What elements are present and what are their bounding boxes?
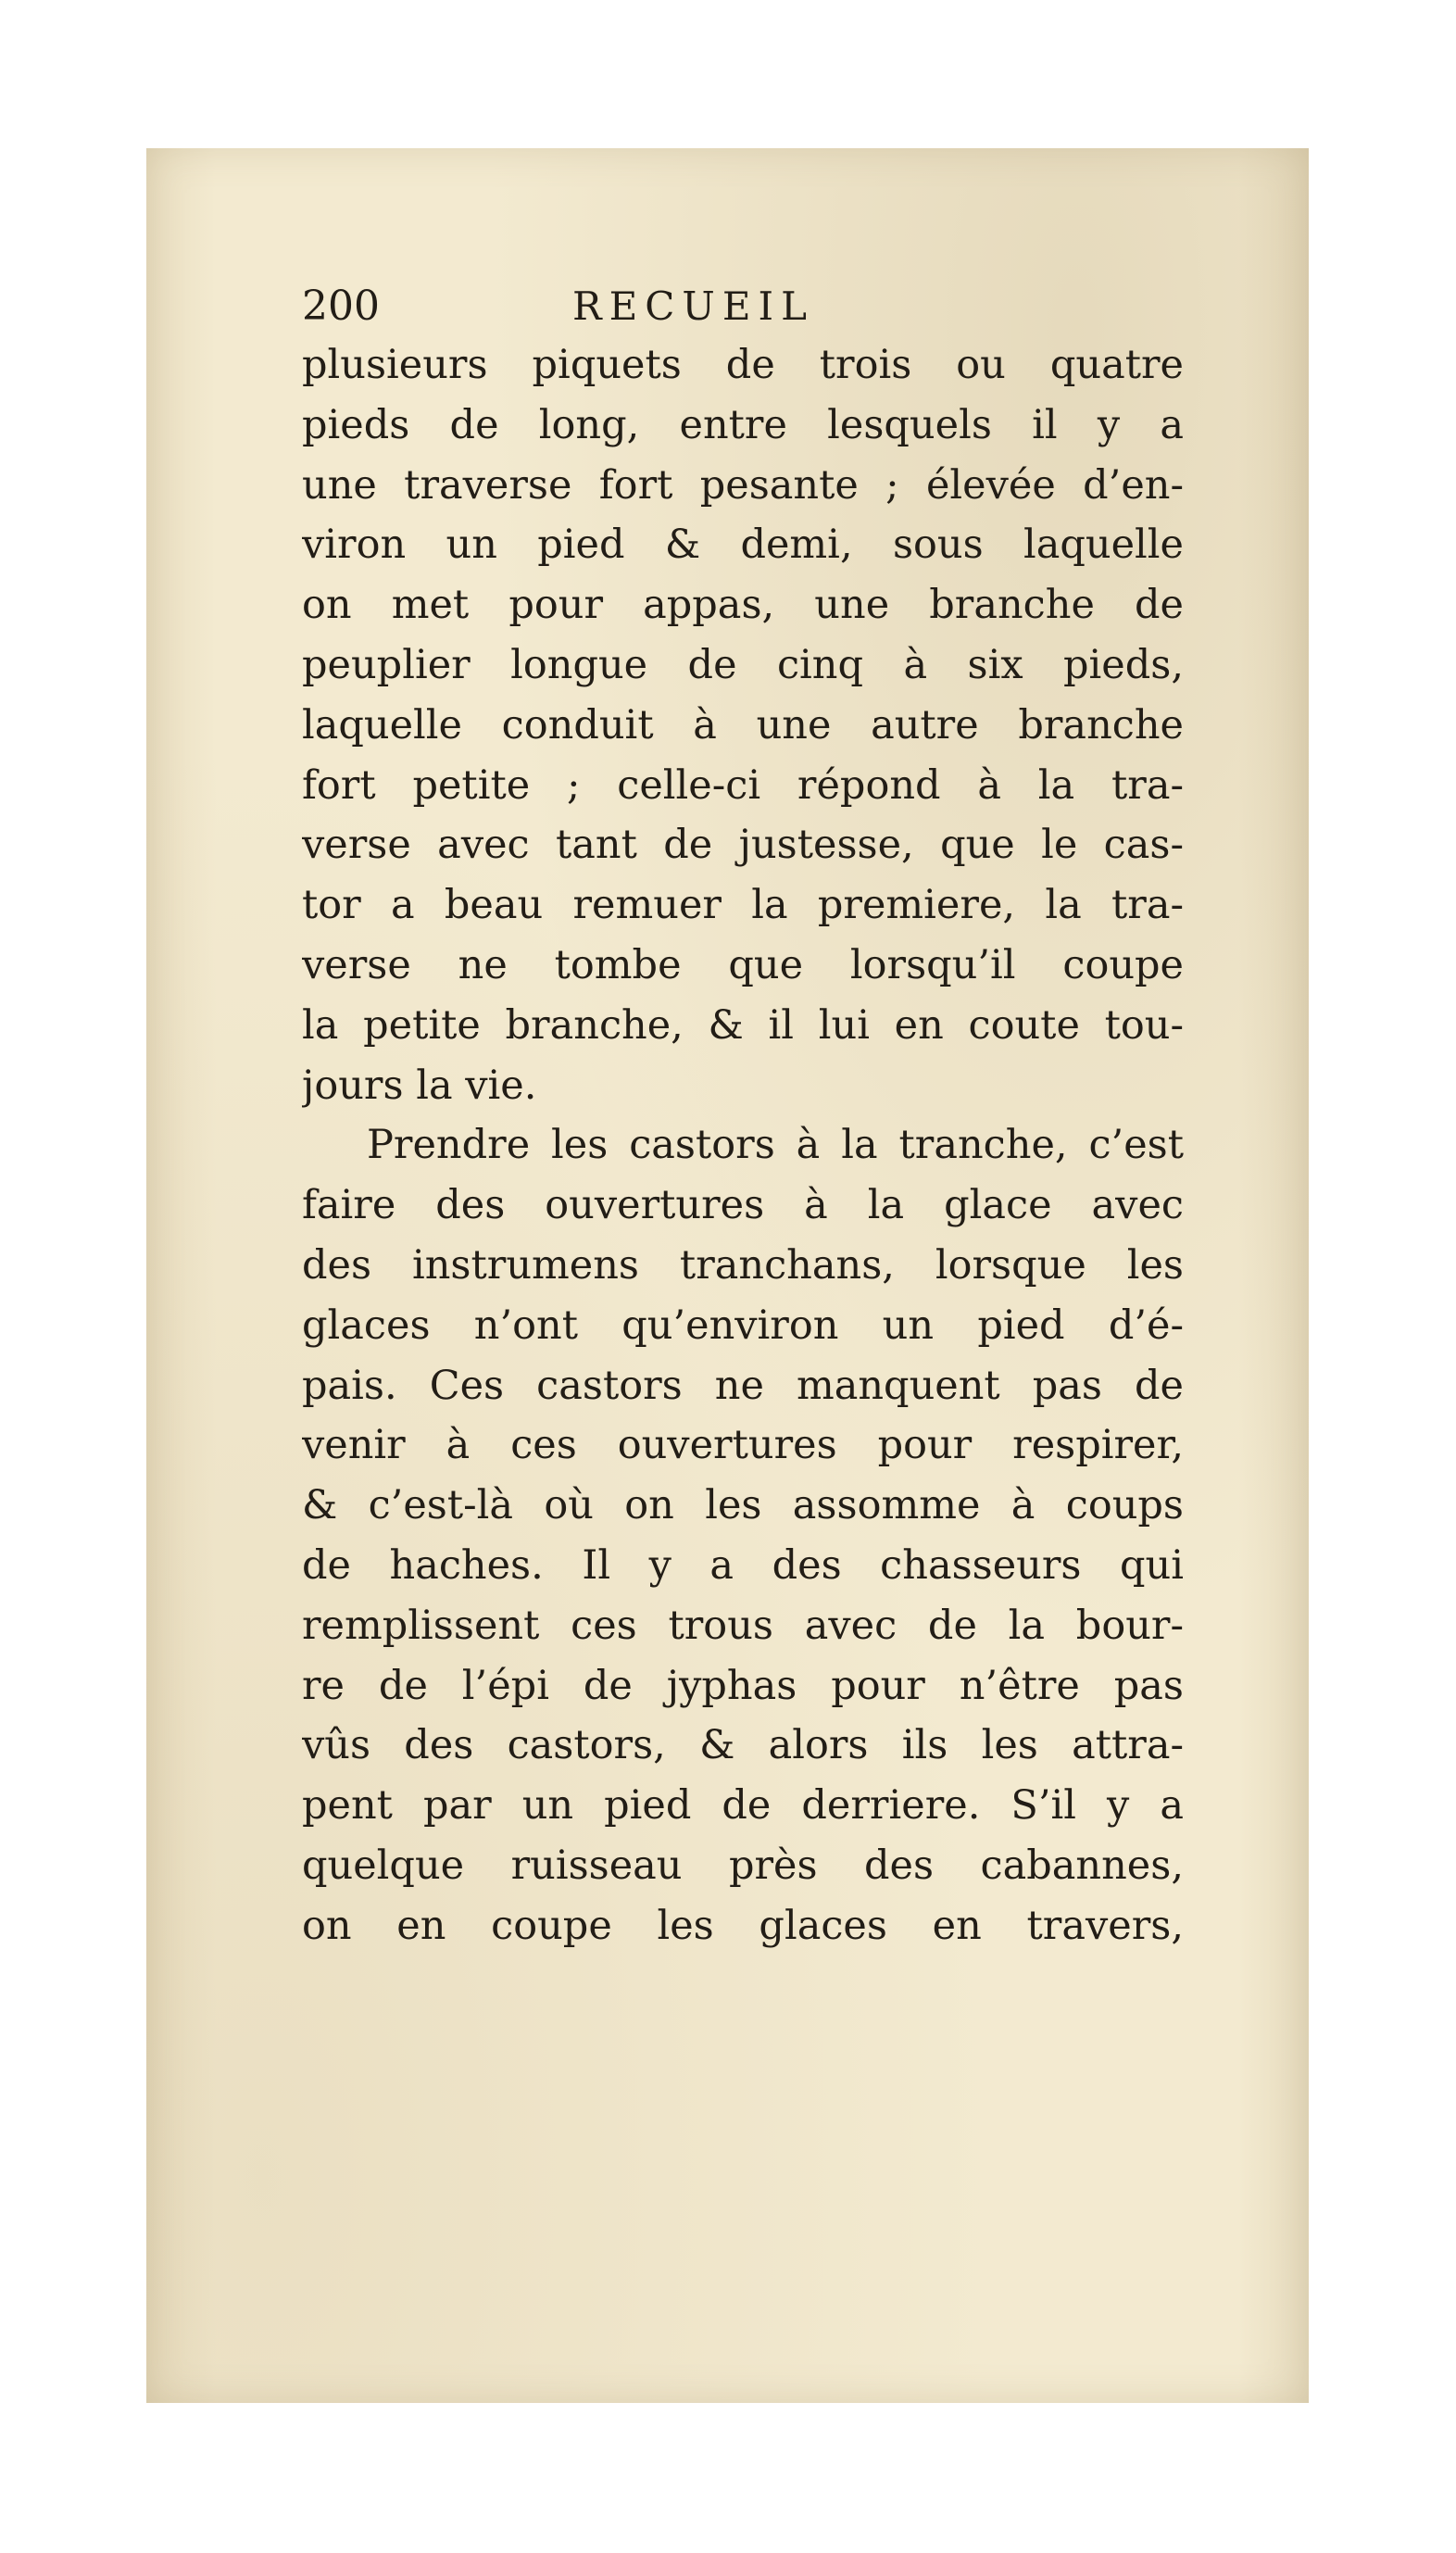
- text-line: peuplier longue de cinq à six pieds,: [302, 641, 1184, 688]
- text-line: des instrumens tranchans, lorsque les: [302, 1241, 1184, 1289]
- text-line: tor a beau remuer la premiere, la tra-: [302, 882, 1184, 929]
- text-line: plusieurs piquets de trois ou quatre: [302, 342, 1184, 388]
- text-line: pieds de long, entre lesquels il y a: [302, 401, 1184, 448]
- text-line: pent par un pied de derriere. S’il y a: [302, 1782, 1184, 1830]
- page-text-block: [302, 278, 1184, 1956]
- running-title: RECUEIL: [572, 283, 814, 329]
- text-line: faire des ouvertures à la glace avec: [302, 1182, 1184, 1229]
- text-line: verse avec tant de justesse, que le cas-: [302, 822, 1184, 869]
- text-line: la petite branche, & il lui en coute tou-: [302, 1001, 1184, 1049]
- text-line: viron un pied & demi, sous laquelle: [302, 522, 1184, 569]
- text-line: verse ne tombe que lorsqu’il coupe: [302, 941, 1184, 988]
- page-header: [302, 278, 1184, 335]
- text-line: & c’est-là où on les assomme à coups: [302, 1482, 1184, 1529]
- text-line: pais. Ces castors ne manquent pas de: [302, 1362, 1184, 1409]
- text-line: on met pour appas, une branche de: [302, 582, 1184, 629]
- text-line: remplissent ces trous avec de la bour-: [302, 1602, 1184, 1649]
- text-line: on en coupe les glaces en travers,: [302, 1902, 1184, 1949]
- text-line: glaces n’ont qu’environ un pied d’é-: [302, 1302, 1184, 1349]
- text-line: une traverse fort pesante ; élevée d’en-: [302, 461, 1184, 509]
- text-line: venir à ces ouvertures pour respirer,: [302, 1422, 1184, 1469]
- paragraph-end-line: jours la vie.: [302, 1062, 537, 1109]
- text-line: fort petite ; celle-ci répond à la tra-: [302, 761, 1184, 809]
- paragraph-start-line: Prendre les castors à la tranche, c’est: [367, 1122, 1184, 1169]
- book-page: [146, 148, 1309, 2403]
- text-line: re de l’épi de jyphas pour n’être pas: [302, 1662, 1184, 1709]
- text-line: vûs des castors, & alors ils les attra-: [302, 1722, 1184, 1769]
- page-number: 200: [302, 283, 380, 330]
- text-line: de haches. Il y a des chasseurs qui: [302, 1541, 1184, 1589]
- text-line: laquelle conduit à une autre branche: [302, 701, 1184, 748]
- text-line: quelque ruisseau près des cabannes,: [302, 1842, 1184, 1889]
